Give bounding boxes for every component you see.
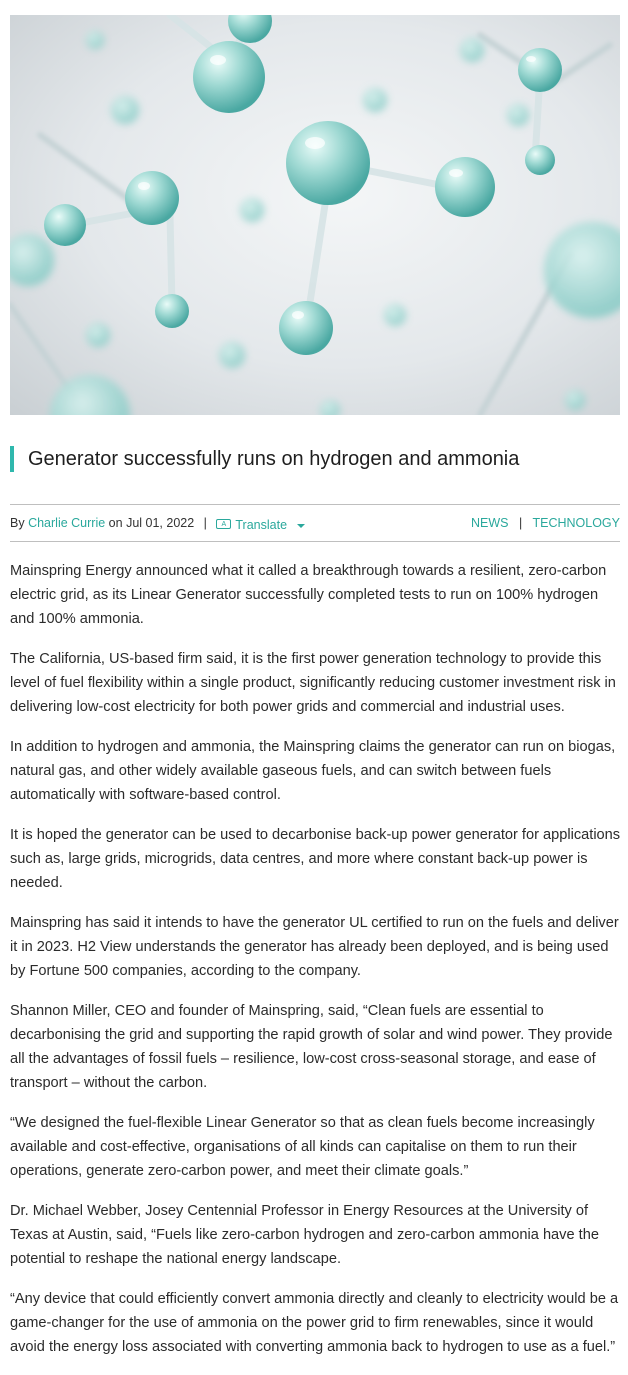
article-body (10, 559, 622, 1375)
article-paragraph: Mainspring has said it intends to have the generator UL certified to run on the fuels and deliver it in 2023. H2 View understands the generator has already been deployed, and is being used by Fortune 500 companies, according to the company. (10, 915, 619, 979)
publish-date: Jul 01, 2022 (126, 516, 195, 530)
byline (10, 516, 305, 532)
article-paragraph: Dr. Michael Webber, Josey Centennial Professor in Energy Resources at the University of Texas at Austin, said, “Fuels like zero-carbon hydrogen and zero-carbon ammonia have the potential to reshape the national energy landscape. (10, 1203, 599, 1267)
article-paragraph: In addition to hydrogen and ammonia, the Mainspring claims the generator can run on biogas, natural gas, and other widely available gaseous fuels, and can switch between fuels automatically with software-based control. (10, 739, 616, 803)
article-paragraph: “We designed the fuel-flexible Linear Generator so that as clean fuels become increasingly available and cost-effective, organisations of all kinds can capitalise on them to run their operations, generate zero-carbon power, and meet their climate goals.” (10, 1115, 595, 1179)
article-paragraph: Mainspring Energy announced what it called a breakthrough towards a resilient, zero-carbon electric grid, as its Linear Generator successfully completed tests to run on 100% hydrogen and 100% ammonia. (10, 563, 607, 627)
on-label: on (108, 516, 123, 530)
article-paragraph: Shannon Miller, CEO and founder of Mainspring, said, “Clean fuels are essential to decarbonising the grid and supporting the rapid growth of solar and wind power. They provide all the advantages of fossil fuels – resilience, low-cost cross-seasonal storage, and ease of transport – without the carbon. (10, 1003, 613, 1091)
molecule-illustration (10, 15, 620, 415)
author-link[interactable]: Charlie Currie (28, 516, 106, 530)
chevron-down-icon (297, 524, 305, 528)
category-separator: | (518, 516, 523, 530)
article-meta (10, 504, 620, 542)
article-title-block (10, 446, 620, 472)
title-accent-bar (10, 446, 14, 472)
meta-separator: | (203, 516, 207, 530)
translate-icon: A (216, 519, 231, 529)
hero-image (10, 15, 620, 415)
translate-button[interactable] (216, 518, 305, 532)
category-news[interactable]: NEWS (471, 516, 509, 530)
category-links (471, 516, 620, 530)
article-title: Generator successfully runs on hydrogen and ammonia (28, 448, 520, 470)
by-label: By (10, 516, 25, 530)
category-technology[interactable]: TECHNOLOGY (532, 516, 620, 530)
article-paragraph: It is hoped the generator can be used to decarbonise back-up power generator for applications such as, large grids, microgrids, data centres, and more where constant back-up power is needed. (10, 827, 621, 891)
article-paragraph: The California, US-based firm said, it is the first power generation technology to provide this level of fuel flexibility within a single product, significantly reducing customer investment risk in delivering low-cost electricity for both power grids and commercial and industrial uses. (10, 651, 616, 715)
translate-label: Translate (235, 518, 288, 532)
article-paragraph: “Any device that could efficiently convert ammonia directly and cleanly to electricity would be a game-changer for the use of ammonia on the power grid to firm renewables, since it would avoid the energy loss associated with converting ammonia back to hydrogen to use as a fuel.” (10, 1291, 619, 1355)
